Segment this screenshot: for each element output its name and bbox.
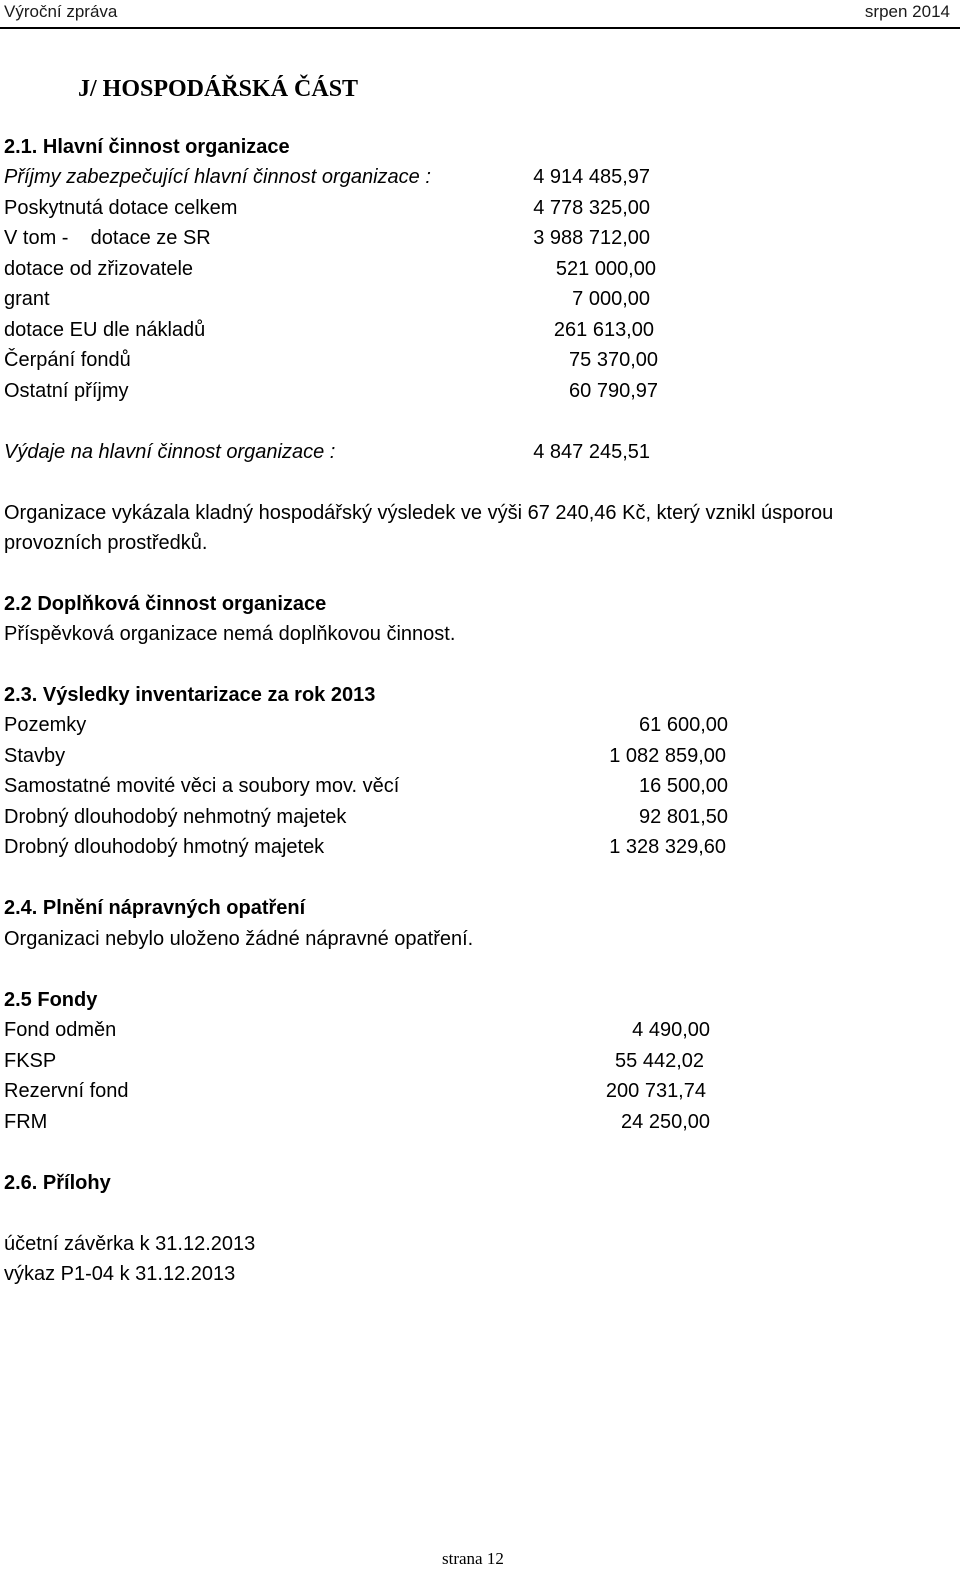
inventory-value: 92 801,50 [639, 806, 728, 828]
inventory-label: Stavby [4, 745, 66, 767]
inventory-value: 16 500,00 [639, 775, 728, 797]
result-paragraph-line-2: provozních prostředků. [4, 532, 208, 554]
fund-value: 55 442,02 [615, 1050, 704, 1072]
attachment-item: výkaz P1-04 k 31.12.2013 [4, 1263, 236, 1285]
header-date: srpen 2014 [864, 2, 950, 21]
row-label: dotace EU dle nákladů [4, 319, 206, 341]
section-heading-2-3: 2.3. Výsledky inventarizace za rok 2013 [4, 684, 376, 706]
row-value: 7 000,00 [572, 288, 650, 310]
row-value: 4 914 485,97 [533, 166, 650, 188]
inventory-value: 1 082 859,00 [609, 745, 726, 767]
header-doc-title: Výroční zpráva [4, 2, 118, 21]
row-label: V tom - dotace ze SR [4, 227, 211, 249]
inventory-label: Drobný dlouhodobý nehmotný majetek [4, 806, 347, 828]
page-title: J/ HOSPODÁŘSKÁ ČÁST [78, 76, 359, 102]
row-value: 261 613,00 [553, 319, 654, 341]
row-value: 521 000,00 [555, 258, 656, 280]
section-heading-2-2: 2.2 Doplňková činnost organizace [4, 593, 327, 615]
fund-label: FKSP [4, 1050, 57, 1072]
inventory-value: 61 600,00 [639, 714, 728, 736]
expense-value: 4 847 245,51 [533, 441, 650, 463]
inventory-label: Pozemky [4, 714, 87, 736]
expense-label: Výdaje na hlavní činnost organizace : [4, 441, 336, 463]
section-heading-2-5: 2.5 Fondy [4, 989, 98, 1011]
row-value: 60 790,97 [569, 380, 658, 402]
inventory-label: Drobný dlouhodobý hmotný majetek [4, 836, 325, 858]
fund-value: 24 250,00 [621, 1111, 710, 1133]
fund-label: Rezervní fond [4, 1080, 129, 1102]
row-label: Poskytnutá dotace celkem [4, 197, 238, 219]
result-paragraph-line-1: Organizace vykázala kladný hospodářský výsledek ve výši 67 240,46 Kč, který vznikl úsporou [4, 502, 834, 524]
inventory-label: Samostatné movité věci a soubory mov. věcí [4, 775, 400, 797]
row-label: Příjmy zabezpečující hlavní činnost organizace : [4, 166, 431, 188]
row-value: 3 988 712,00 [533, 227, 650, 249]
row-label: grant [4, 288, 50, 310]
row-value: 4 778 325,00 [533, 197, 650, 219]
section-text-2-4: Organizaci nebylo uloženo žádné nápravné opatření. [4, 928, 474, 950]
fund-value: 200 731,74 [605, 1080, 706, 1102]
section-heading-2-6: 2.6. Přílohy [4, 1172, 111, 1194]
fund-label: FRM [4, 1111, 48, 1133]
header-rule [0, 27, 960, 29]
row-label: Čerpání fondů [4, 349, 131, 371]
row-label: dotace od zřizovatele [4, 258, 194, 280]
fund-value: 4 490,00 [632, 1019, 710, 1041]
page-number: strana 12 [442, 1549, 504, 1568]
attachment-item: účetní závěrka k 31.12.2013 [4, 1233, 256, 1255]
page-header [0, 0, 960, 30]
section-text-2-2: Příspěvková organizace nemá doplňkovou činnost. [4, 623, 456, 645]
inventory-value: 1 328 329,60 [609, 836, 726, 858]
fund-label: Fond odměn [4, 1019, 117, 1041]
row-label: Ostatní příjmy [4, 380, 129, 402]
section-heading-2-4: 2.4. Plnění nápravných opatření [4, 897, 306, 919]
section-heading-2-1: 2.1. Hlavní činnost organizace [4, 136, 290, 158]
row-value: 75 370,00 [569, 349, 658, 371]
